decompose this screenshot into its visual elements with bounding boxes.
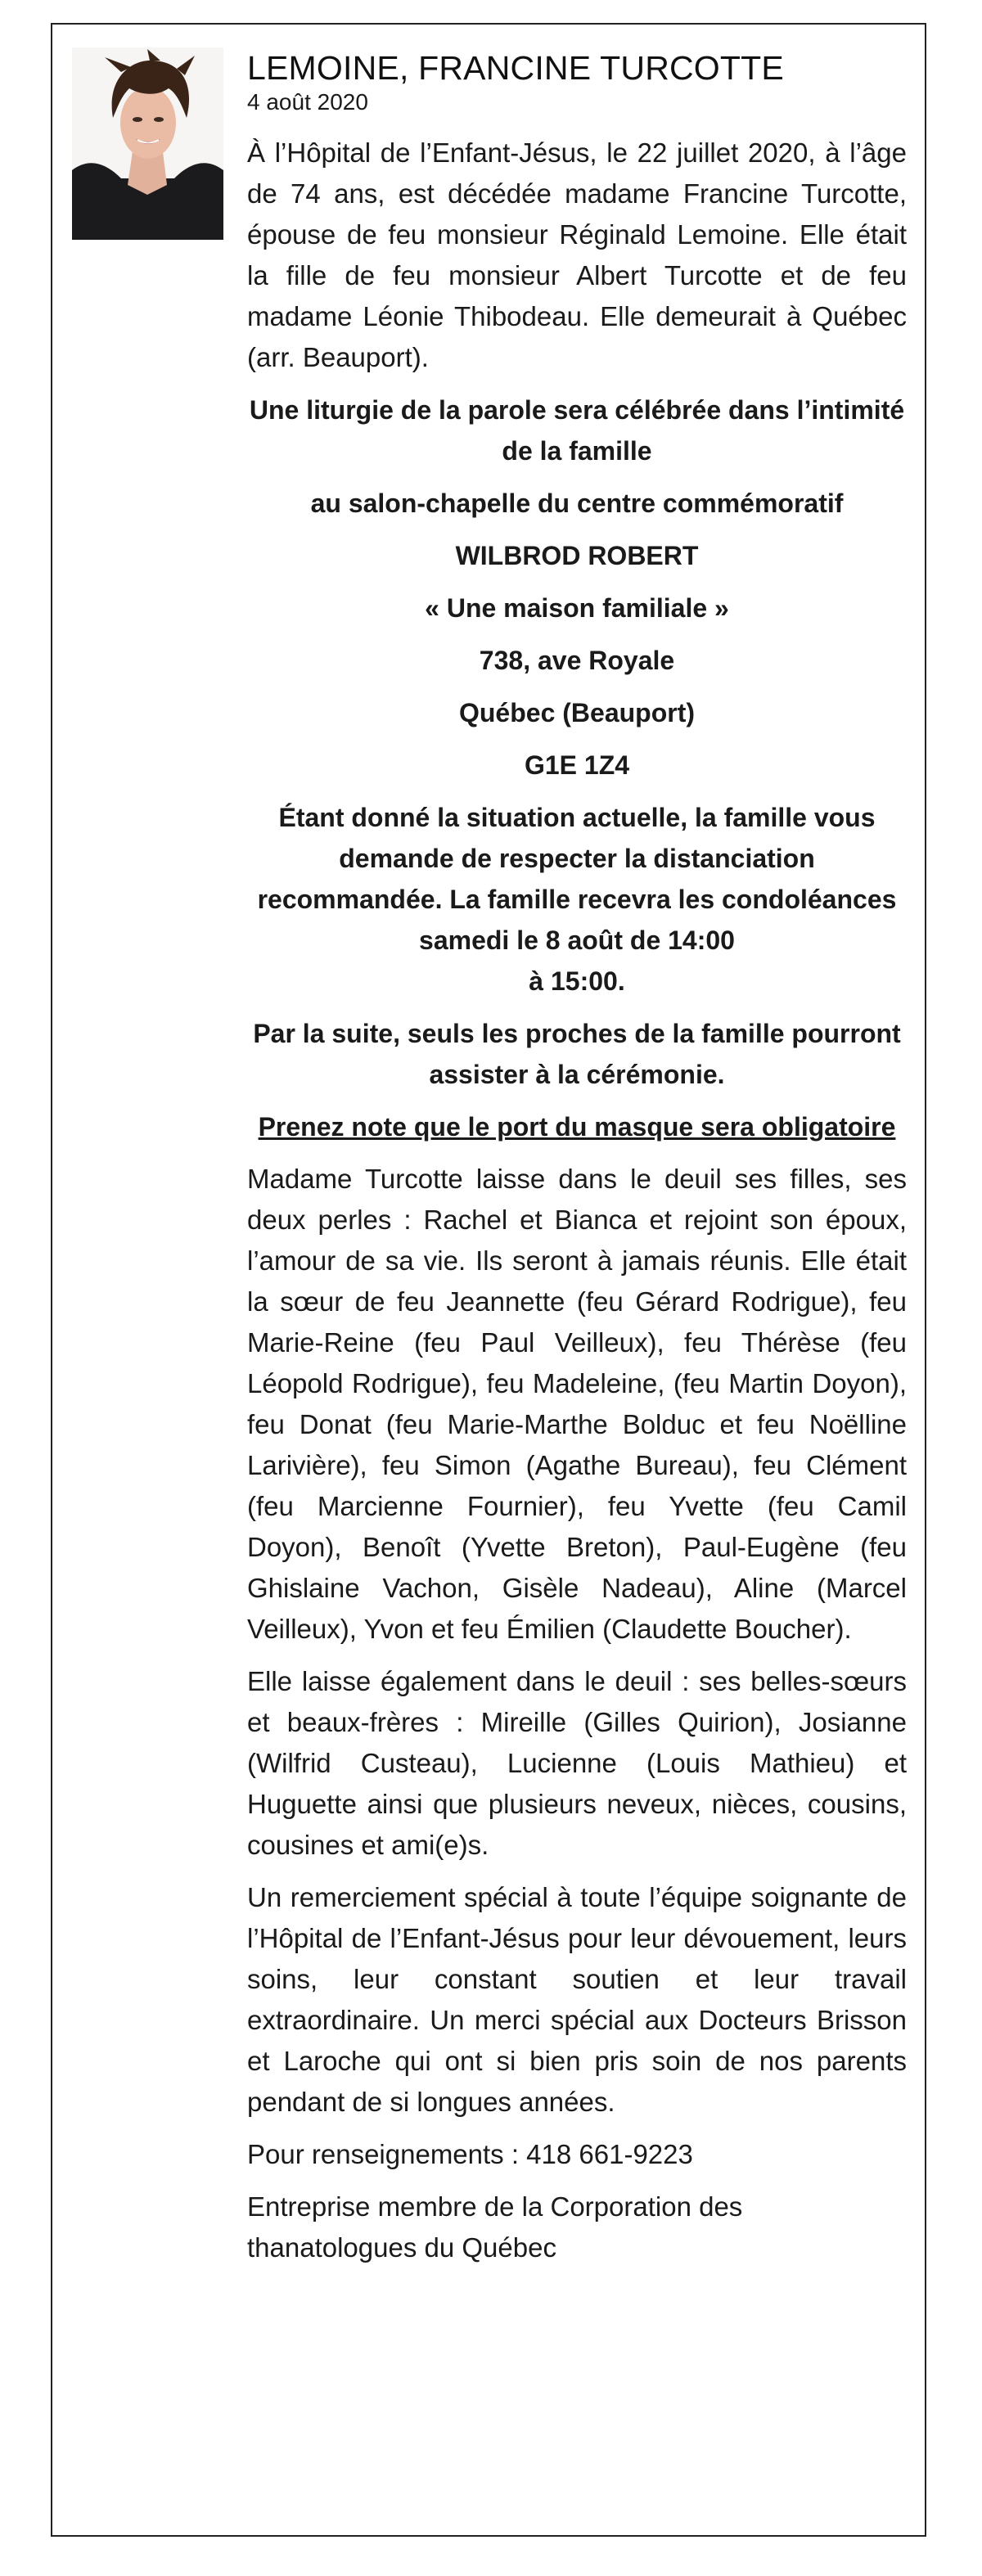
info-phone: Pour renseignements : 418 661-9223 (247, 2139, 693, 2169)
portrait-illustration (72, 47, 223, 240)
mask-notice: Prenez note que le port du masque sera obligatoire (258, 1112, 896, 1142)
membership-line: Entreprise membre de la Corporation des thanatologues du Québec (247, 2191, 743, 2263)
extended-family-paragraph: Elle laisse également dans le deuil : ses belles-sœurs et beaux-frères : Mireille (Gilles Quirion), Josianne (Wilfrid Custeau), Lucienne (Louis Mathieu) et Huguette ainsi que plusieurs neveux, nièces, cousins, cousines et ami(e)s. (247, 1666, 907, 1860)
venue-name: WILBROD ROBERT (455, 541, 699, 570)
intro-paragraph: À l’Hôpital de l’Enfant-Jésus, le 22 juillet 2020, à l’âge de 74 ans, est décédée madame Francine Turcotte, épouse de feu monsieur Réginald Lemoine. Elle était la fille de feu monsieur Albert Turcotte et de feu madame Léonie Thibodeau. Elle demeurait à Québec (arr. Beauport). (247, 137, 907, 372)
condolences-time-end: à 15:00. (529, 966, 625, 996)
venue-slogan: « Une maison familiale » (425, 593, 729, 623)
city-line: Québec (Beauport) (458, 698, 696, 727)
address-line: 738, ave Royale (479, 646, 675, 675)
liturgy-line: Une liturgie de la parole sera célébrée dans l’intimité de la famille (249, 395, 905, 466)
ceremony-note: Par la suite, seuls les proches de la famille pourront assister à la cérémonie. (253, 1019, 901, 1089)
notice-content (247, 47, 907, 2280)
family-paragraph: Madame Turcotte laisse dans le deuil ses filles, ses deux perles : Rachel et Bianca et rejoint son époux, l’amour de sa vie. Ils seront à jamais réunis. Elle était la sœur de feu Jeannette (feu Gérard Rodrigue), feu Marie-Reine (feu Paul Veilleux), feu Thérèse (feu Léopold Rodrigue), feu Madeleine, (feu Martin Doyon), feu Donat (feu Marie-Marthe Bolduc et feu Noëlline Larivière), feu Simon (Agathe Bureau), feu Clément (feu Marcienne Fournier), feu Yvette (feu Camil Doyon), Benoît (Yvette Breton), Paul-Eugène (feu Ghislaine Vachon, Gisèle Nadeau), Aline (Marcel Veilleux), Yvon et feu Émilien (Claudette Boucher). (247, 1164, 907, 1644)
portrait-photo (72, 47, 223, 240)
publication-date: 4 août 2020 (247, 89, 368, 115)
condolences-text: Étant donné la situation actuelle, la famille vous demande de respecter la distanciation recommandée. La famille recevra les condoléances samedi le 8 août de 14:00 (257, 803, 897, 955)
thanks-paragraph: Un remerciement spécial à toute l’équipe soignante de l’Hôpital de l’Enfant-Jésus pour leur dévouement, leurs soins, leur constant soutien et leur travail extraordinaire. Un merci spécial aux Docteurs Brisson et Laroche qui ont si bien pris soin de nos parents pendant de si longues années. (247, 1882, 907, 2117)
venue-line: au salon-chapelle du centre commémoratif (310, 489, 844, 518)
deceased-name: LEMOINE, FRANCINE TURCOTTE (247, 49, 784, 87)
postal-code: G1E 1Z4 (524, 750, 630, 780)
